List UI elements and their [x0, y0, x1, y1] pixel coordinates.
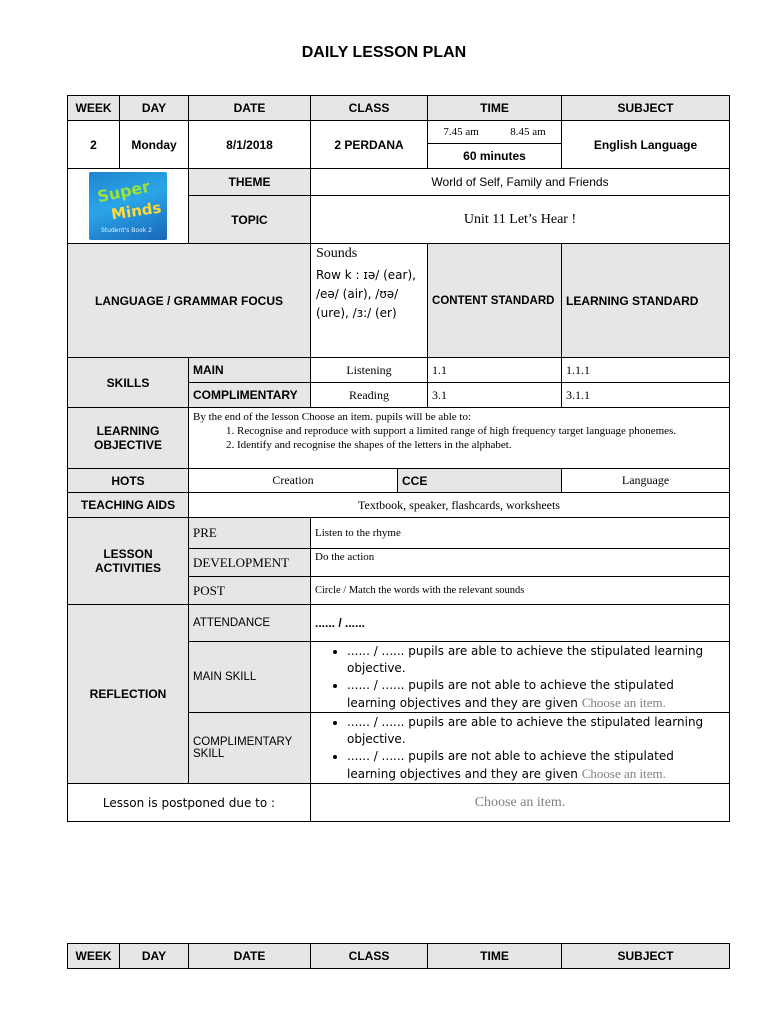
- theme-value[interactable]: World of Self, Family and Friends: [311, 169, 730, 196]
- header-row: [68, 96, 730, 121]
- objective-item: 1. Recognise and reproduce with support a limited range of high frequency target language phonemes.: [237, 424, 725, 438]
- date-value[interactable]: 8/1/2018: [189, 121, 311, 169]
- objective-choose[interactable]: Choose an item.: [301, 411, 373, 423]
- header-subject: SUBJECT: [562, 944, 730, 969]
- skills-label: SKILLS: [68, 358, 189, 408]
- pre-value[interactable]: Listen to the rhyme: [311, 518, 730, 549]
- comp-skill-value[interactable]: Reading: [311, 383, 428, 408]
- week-value[interactable]: 2: [68, 121, 120, 169]
- comp-content-standard[interactable]: 3.1: [428, 383, 562, 408]
- header-row: [68, 944, 730, 969]
- main-content-standard[interactable]: 1.1: [428, 358, 562, 383]
- header-date: DATE: [189, 96, 311, 121]
- not-achieved-item: [347, 748, 725, 783]
- sounds-heading: Sounds: [316, 246, 358, 261]
- sounds-row: Row k : ɪə/ (ear), /eə/ (air), /ʊə/ (ure), /ɜ:/ (er): [316, 268, 416, 320]
- header-class: CLASS: [311, 96, 428, 121]
- topic-label: TOPIC: [189, 196, 311, 244]
- main-skill-reflection[interactable]: [311, 642, 730, 713]
- comp-skill-reflection[interactable]: [311, 713, 730, 784]
- header-time: TIME: [428, 944, 562, 969]
- pre-label: PRE: [189, 518, 311, 549]
- objective-item: 2. Identify and recognise the shapes of the letters in the alphabet.: [237, 438, 725, 452]
- book-cover-cell: [68, 169, 189, 244]
- cce-value[interactable]: Language: [562, 469, 730, 493]
- time-range[interactable]: [428, 121, 562, 144]
- duration-value[interactable]: 60 minutes: [428, 144, 562, 169]
- choose-item-dropdown[interactable]: Choose an item.: [581, 694, 666, 710]
- objective-intro-a: By the end of the lesson: [193, 411, 300, 423]
- header-day: DAY: [120, 944, 189, 969]
- hots-value[interactable]: Creation: [189, 469, 398, 493]
- comp-learning-standard[interactable]: 3.1.1: [562, 383, 730, 408]
- subject-value[interactable]: English Language: [562, 121, 730, 169]
- achieved-item: • ...... / ...... pupils are able to achieve the stipulated learning objective.: [347, 643, 725, 677]
- main-learning-standard[interactable]: 1.1.1: [562, 358, 730, 383]
- objective-list: [193, 424, 725, 452]
- book-cover-title-1: Super: [95, 176, 152, 207]
- header-week: WEEK: [68, 944, 120, 969]
- learning-standard-label: LEARNING STANDARD: [562, 244, 730, 358]
- objective-intro-b: pupils will be able to:: [375, 411, 472, 423]
- postponed-label: Lesson is postponed due to :: [68, 784, 311, 822]
- post-label: POST: [189, 577, 311, 605]
- comp-skill-reflection-label: COMPLIMENTARY SKILL: [189, 713, 311, 784]
- not-achieved-text: ...... / ...... pupils are not able to achieve the stipulated learning objectives and they are given: [347, 677, 674, 710]
- language-focus-label: LANGUAGE / GRAMMAR FOCUS: [68, 244, 311, 358]
- development-label: DEVELOPMENT: [189, 549, 311, 577]
- teaching-aids-value[interactable]: Textbook, speaker, flashcards, worksheets: [189, 493, 730, 518]
- header-day: DAY: [120, 96, 189, 121]
- main-skill-reflection-label: MAIN SKILL: [189, 642, 311, 713]
- cce-label: CCE: [398, 469, 562, 493]
- attendance-label: ATTENDANCE: [189, 605, 311, 642]
- comp-skill-label: COMPLIMENTARY: [189, 383, 311, 408]
- teaching-aids-label: TEACHING AIDS: [68, 493, 189, 518]
- header-date: DATE: [189, 944, 311, 969]
- day-value[interactable]: Monday: [120, 121, 189, 169]
- page-title: DAILY LESSON PLAN: [301, 44, 467, 61]
- topic-value[interactable]: Unit 11 Let’s Hear !: [311, 196, 730, 244]
- header-week: WEEK: [68, 96, 120, 121]
- language-focus-value[interactable]: [311, 244, 428, 358]
- book-cover-subtitle: Student's Book 2: [101, 227, 152, 234]
- not-achieved-text: ...... / ...... pupils are not able to achieve the stipulated learning objectives and they are given: [347, 748, 674, 781]
- lesson-plan-table: [67, 95, 730, 822]
- main-skill-value[interactable]: Listening: [311, 358, 428, 383]
- second-plan-header-table: [67, 943, 730, 969]
- objective-label: LEARNING OBJECTIVE: [68, 408, 189, 469]
- main-skill-label: MAIN: [189, 358, 311, 383]
- achieved-item: • ...... / ...... pupils are able to achieve the stipulated learning objective.: [347, 714, 725, 748]
- objective-value[interactable]: [189, 408, 730, 469]
- post-value[interactable]: Circle / Match the words with the relevant sounds: [311, 577, 730, 605]
- reflection-label: REFLECTION: [68, 605, 189, 784]
- book-cover-title-2: Minds: [109, 198, 163, 224]
- activities-label: LESSON ACTIVITIES: [68, 518, 189, 605]
- time-end: 8.45 am: [510, 126, 546, 138]
- header-class: CLASS: [311, 944, 428, 969]
- time-start: 7.45 am: [443, 126, 479, 138]
- development-value[interactable]: Do the action: [311, 549, 730, 577]
- theme-label: THEME: [189, 169, 311, 196]
- postponed-value[interactable]: Choose an item.: [311, 784, 730, 822]
- not-achieved-item: [347, 677, 725, 712]
- attendance-value[interactable]: ...... / ......: [311, 605, 730, 642]
- header-subject: SUBJECT: [562, 96, 730, 121]
- book-cover-image: [89, 172, 167, 240]
- content-standard-label: CONTENT STANDARD: [428, 244, 562, 358]
- header-time: TIME: [428, 96, 562, 121]
- hots-label: HOTS: [68, 469, 189, 493]
- class-value[interactable]: 2 PERDANA: [311, 121, 428, 169]
- choose-item-dropdown[interactable]: Choose an item.: [581, 765, 666, 781]
